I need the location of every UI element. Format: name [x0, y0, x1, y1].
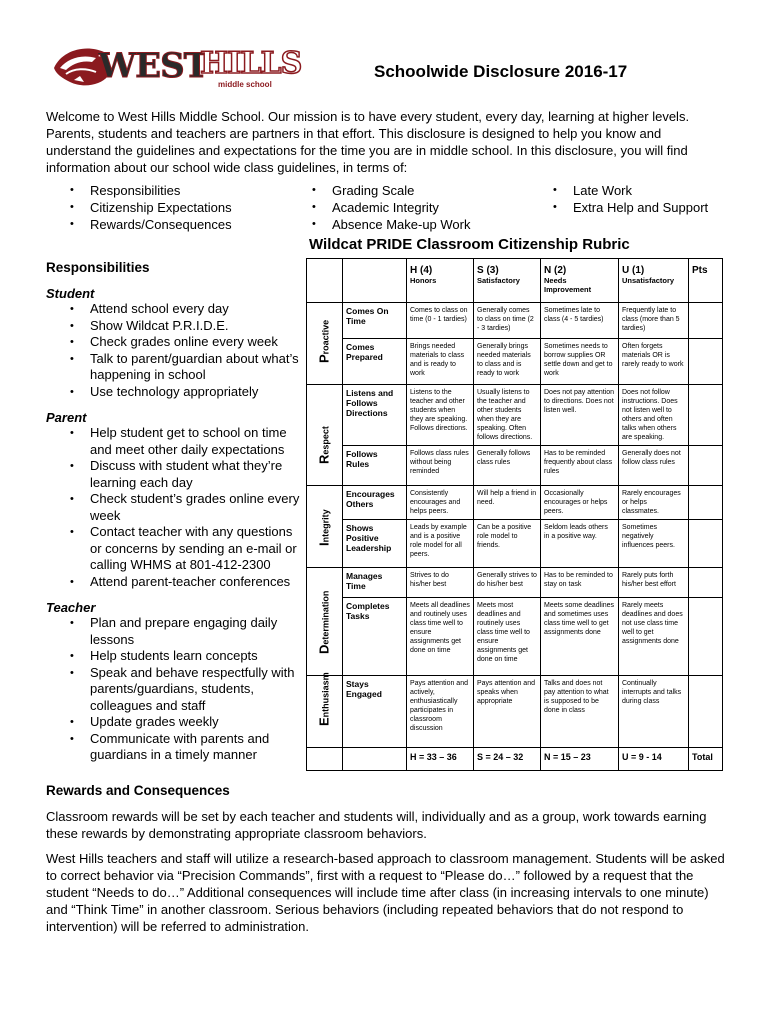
rubric-cell: Generally does not follow class rules [619, 446, 689, 486]
parent-list [46, 425, 304, 590]
total-range-satisfactory: S = 24 – 32 [474, 748, 541, 771]
section-heading: Responsibilities [46, 260, 150, 275]
list-item: • Communicate with parents and guardians in a timely manner [46, 731, 300, 764]
rubric-cell: Generally follows class rules [474, 446, 541, 486]
rubric-cell: Listens to the teacher and other students when they are speaking. Follows directions. [407, 385, 474, 446]
criterion-cell: Encourages Others [343, 486, 407, 520]
teacher-label: Teacher [46, 600, 96, 615]
criterion-cell: Follows Rules [343, 446, 407, 486]
rubric-cell: Pays attention and speaks when appropriate [474, 676, 541, 748]
rubric-cell: Has to be reminded to stay on task [541, 568, 619, 598]
list-item: • Check grades online every week [46, 334, 300, 351]
rubric-cell: Consistently encourages and helps peers. [407, 486, 474, 520]
table-header-row [307, 259, 723, 303]
rubric-cell: Generally strives to do his/her best [474, 568, 541, 598]
rubric-cell: Continually interrupts and talks during class [619, 676, 689, 748]
list-item: • Check student’s grades online every week [46, 491, 300, 524]
rubric-cell: Does not pay attention to directions. Does not listen well. [541, 385, 619, 446]
list-item: • Extra Help and Support [549, 199, 708, 216]
list-item: • Update grades weekly [46, 714, 300, 731]
rubric-cell: Brings needed materials to class and is ready to work [407, 339, 474, 385]
rubric-cell: Pays attention and actively, enthusiastically participates in classroom discussion [407, 676, 474, 748]
rubric-cell: Sometimes needs to borrow supplies OR settle down and get to work [541, 339, 619, 385]
list-item: • Discuss with student what they’re learning each day [46, 458, 300, 491]
criterion-cell: Completes Tasks [343, 598, 407, 676]
points-cell [689, 385, 723, 446]
logo-hills: HILLS [200, 46, 302, 81]
rubric-cell: Generally comes to class on time (2 - 3 tardies) [474, 303, 541, 339]
total-range-needs-improvement: N = 15 – 23 [541, 748, 619, 771]
list-item: • Absence Make-up Work [308, 216, 471, 233]
points-cell [689, 486, 723, 520]
table-row [307, 598, 723, 676]
teacher-list [46, 615, 304, 764]
total-range-unsatisfactory: U = 9 - 14 [619, 748, 689, 771]
category-proactive: Proactive [307, 303, 343, 385]
rubric-cell: Can be a positive role model to friends. [474, 520, 541, 568]
rewards-heading: Rewards and Consequences [46, 783, 230, 798]
table-row [307, 446, 723, 486]
rubric-cell: Seldom leads others in a positive way. [541, 520, 619, 568]
list-item: • Rewards/Consequences [66, 216, 232, 233]
totals-empty-cell [307, 748, 343, 771]
rubric-cell: Meets most deadlines and routinely uses class time well to ensure assignments get done on time [474, 598, 541, 676]
school-logo [52, 42, 302, 92]
category-respect: Respect [307, 385, 343, 486]
table-row [307, 520, 723, 568]
logo-subtitle: middle school [218, 80, 272, 89]
totals-row [307, 748, 723, 771]
page-title: Schoolwide Disclosure 2016-17 [374, 62, 628, 81]
criterion-cell: Shows Positive Leadership [343, 520, 407, 568]
list-item: • Use technology appropriately [46, 384, 300, 401]
rubric-cell: Generally brings needed materials to class and is ready to work [474, 339, 541, 385]
total-range-honors: H = 33 – 36 [407, 748, 474, 771]
rubric-cell: Meets some deadlines and sometimes uses class time well to get assignments done [541, 598, 619, 676]
table-row [307, 303, 723, 339]
rubric-cell: Usually listens to the teacher and other students when they are speaking. Often follows directions. [474, 385, 541, 446]
rewards-paragraph-2: West Hills teachers and staff will utilize a research-based approach to classroom management. Students will be asked to correct behavior via “Precision Commands”, first with a request to “Please do…” followed by a request that the student “Needs to do…” Additional consequences will include time after class (in increasing intervals to one minute) and “Think Time” in another classroom. Serious behaviors (including repeated behaviors that do not respond to intervention) will be referred to administration. [46, 851, 725, 934]
list-item: • Attend school every day [46, 301, 300, 318]
header-satisfactory: S (3) Satisfactory [474, 259, 541, 303]
rubric-cell: Often forgets materials OR is rarely ready to work [619, 339, 689, 385]
rubric-cell: Comes to class on time (0 - 1 tardies) [407, 303, 474, 339]
topic-list-2 [308, 182, 471, 233]
rubric-cell: Meets all deadlines and routinely uses class time well to ensure assignments get done on time [407, 598, 474, 676]
rewards-paragraph-1: Classroom rewards will be set by each teacher and students will, individually and as a group, work towards earning these rewards by demonstrating appropriate classroom behaviors. [46, 809, 707, 841]
rubric-cell: Occasionally encourages or helps peers. [541, 486, 619, 520]
rubric-cell: Frequently late to class (more than 5 tardies) [619, 303, 689, 339]
category-determination: Determination [307, 568, 343, 676]
citizenship-rubric-table [306, 258, 723, 771]
list-item: • Grading Scale [308, 182, 471, 199]
table-row [307, 676, 723, 748]
topic-list-1 [66, 182, 232, 233]
list-item: • Talk to parent/guardian about what’s happening in school [46, 351, 300, 384]
rubric-cell: Strives to do his/her best [407, 568, 474, 598]
rubric-cell: Leads by example and is a positive role model for all peers. [407, 520, 474, 568]
parent-label: Parent [46, 410, 87, 425]
total-label: Total [689, 748, 723, 771]
points-cell [689, 598, 723, 676]
criterion-cell: Comes On Time [343, 303, 407, 339]
points-cell [689, 520, 723, 568]
rubric-cell: Has to be reminded frequently about class rules [541, 446, 619, 486]
rubric-cell: Talks and does not pay attention to what is supposed to be done in class [541, 676, 619, 748]
rubric-cell: Will help a friend in need. [474, 486, 541, 520]
rubric-cell: Sometimes late to class (4 - 5 tardies) [541, 303, 619, 339]
rubric-cell: Rarely encourages or helps classmates. [619, 486, 689, 520]
rubric-title: Wildcat PRIDE Classroom Citizenship Rubric [309, 236, 630, 253]
list-item: • Contact teacher with any questions or concerns by sending an e-mail or calling WHMS at 801-412-2300 [46, 524, 300, 574]
list-item: • Help student get to school on time and meet other daily expectations [46, 425, 300, 458]
criterion-cell: Listens and Follows Directions [343, 385, 407, 446]
totals-empty-cell [343, 748, 407, 771]
table-row [307, 568, 723, 598]
header-pts: Pts [689, 259, 723, 303]
list-item: • Late Work [549, 182, 708, 199]
rubric-cell: Rarely meets deadlines and does not use class time well to get assignments done [619, 598, 689, 676]
table-row [307, 385, 723, 446]
list-item: • Show Wildcat P.R.I.D.E. [46, 318, 300, 335]
header-empty-cell [343, 259, 407, 303]
list-item: • Plan and prepare engaging daily lessons [46, 615, 300, 648]
list-item: • Responsibilities [66, 182, 232, 199]
category-integrity: Integrity [307, 486, 343, 568]
criterion-cell: Manages Time [343, 568, 407, 598]
points-cell [689, 676, 723, 748]
criterion-cell: Stays Engaged [343, 676, 407, 748]
points-cell [689, 339, 723, 385]
points-cell [689, 568, 723, 598]
rubric-cell: Rarely puts forth his/her best effort [619, 568, 689, 598]
list-item: • Help students learn concepts [46, 648, 300, 665]
topic-list-3 [549, 182, 708, 216]
student-label: Student [46, 286, 95, 301]
category-enthusiasm: Enthusiasm [307, 676, 343, 748]
table-row [307, 486, 723, 520]
points-cell [689, 446, 723, 486]
table-row [307, 339, 723, 385]
list-item: • Citizenship Expectations [66, 199, 232, 216]
header-honors: H (4) Honors [407, 259, 474, 303]
student-list [46, 301, 304, 400]
header-unsatisfactory: U (1) Unsatisfactory [619, 259, 689, 303]
list-item: • Academic Integrity [308, 199, 471, 216]
responsibilities-section [46, 260, 304, 764]
rubric-cell: Sometimes negatively influences peers. [619, 520, 689, 568]
logo-west: WEST [98, 46, 208, 86]
points-cell [689, 303, 723, 339]
rubric-cell: Does not follow instructions. Does not listen well to others and often talks when others are speaking. [619, 385, 689, 446]
rubric-cell: Follows class rules without being reminded [407, 446, 474, 486]
header-empty-cell [307, 259, 343, 303]
intro-paragraph: Welcome to West Hills Middle School. Our mission is to have every student, every day, learning at higher levels. Parents, students and teachers are partners in that effort. This disclosure is designed to help you know and understand the guidelines and expectations for the time you are in middle school. In this disclosure, you will find information about our school wide class guidelines, in terms of: [46, 109, 690, 175]
list-item: • Attend parent-teacher conferences [46, 574, 300, 591]
header-needs-improvement: N (2) Needs Improvement [541, 259, 619, 303]
criterion-cell: Comes Prepared [343, 339, 407, 385]
list-item: • Speak and behave respectfully with parents/guardians, students, colleagues and staff [46, 665, 300, 715]
